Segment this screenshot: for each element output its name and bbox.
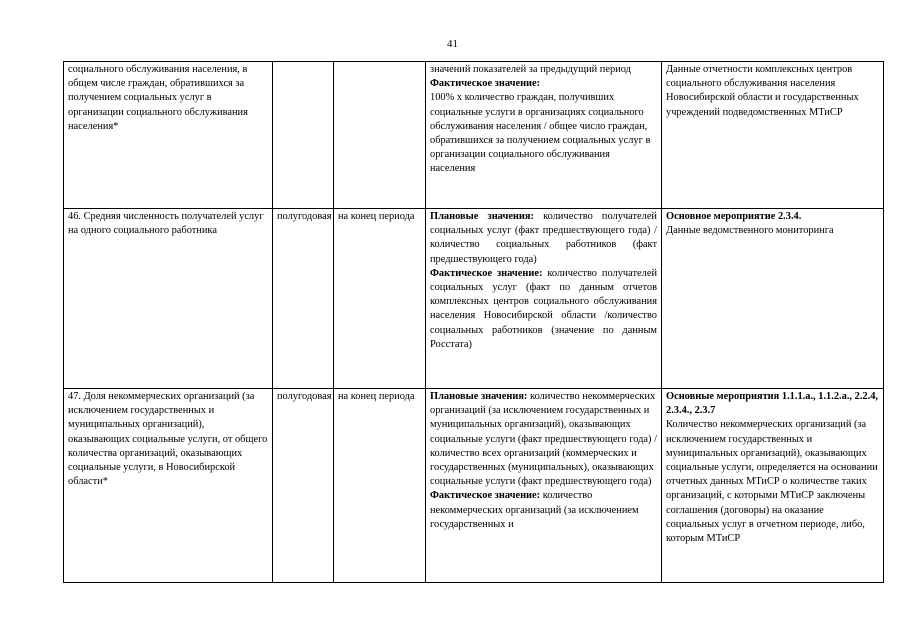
table-row <box>64 62 884 209</box>
source-cell <box>662 389 884 583</box>
plan-formula: количество получателей социальных услуг (факт предшествующего года) / количество социальных работников (факт предшествующего года) <box>430 211 657 265</box>
periodicity-cell <box>273 389 334 583</box>
source-text: Данные ведомственного мониторинга <box>666 225 834 237</box>
calculation-cell <box>426 209 662 389</box>
calculation-cell <box>426 62 662 209</box>
indicator-name: 47. Доля некоммерческих организаций (за исключением государственных и муниципальных организаций), оказывающих социальные услуги, от общего количества организаций, оказывающих социальные услуги, в Новосибирской области* <box>68 391 268 488</box>
plan-label: Плановые значения: <box>430 391 528 402</box>
periodicity-cell <box>273 62 334 209</box>
fact-label: Фактическое значение: <box>430 267 543 279</box>
periodicity: полугодовая <box>277 211 332 222</box>
fact-formula: количество получателей социальных услуг (факт по данным отчетов комплексных центров социального обслуживания населения Новосибирской области /количество социальных работников (значение по данным Росстата) <box>430 267 657 350</box>
source-cell <box>662 62 884 209</box>
table-row <box>64 209 884 389</box>
indicator-name: социального обслуживания населения, в общем числе граждан, обратившихся за получением социальных услуг в организации социального обслуживания населения* <box>68 64 248 132</box>
plan-formula: значений показателей за предыдущий период <box>430 64 631 75</box>
fact-label: Фактическое значение: <box>430 78 541 90</box>
calculation-cell <box>426 389 662 583</box>
timing-cell <box>334 389 426 583</box>
source-measure: Основное мероприятие 2.3.4. <box>666 211 802 222</box>
indicators-table <box>63 61 884 583</box>
source-text: Данные отчетности комплексных центров социального обслуживания населения Новосибирской области и государственных учреждений подведомственных МТиСР <box>666 64 859 118</box>
source-cell <box>662 209 884 389</box>
periodicity-cell <box>273 209 334 389</box>
timing-cell <box>334 209 426 389</box>
indicator-name: 46. Средняя численность получателей услуг на одного социального работника <box>68 211 264 237</box>
timing: на конец периода <box>338 391 415 402</box>
indicator-name-cell <box>64 62 273 209</box>
source-text: Количество некоммерческих организаций (за исключением государственных и муниципальных организаций), оказывающих социальные услуги, определяется на основании отчетных данных МТиСР о количестве таких организаций, с которыми МТиСР заключены соглашения (договоры) на оказание социальных услуг в отчетном периоде, либо, которым МТиСР <box>666 419 878 545</box>
fact-formula: количество некоммерческих организаций (за исключением государственных и <box>430 490 639 530</box>
table-row <box>64 389 884 583</box>
fact-label: Фактическое значение: <box>430 490 541 502</box>
fact-formula: 100% х количество граждан, получивших социальные услуги в организациях социального обслуживания населения / общее число граждан, обратившихся за получением социальных услуг в организации социального обслуживания населения <box>430 92 651 175</box>
indicator-name-cell <box>64 389 273 583</box>
source-measure: Основные мероприятия 1.1.1.а., 1.1.2.а., 2.2.4, 2.3.4., 2.3.7 <box>666 391 878 417</box>
page-number: 41 <box>447 38 458 50</box>
periodicity: полугодовая <box>277 391 332 402</box>
plan-formula: количество некоммерческих организаций (за исключением государственных и муниципальных организаций), оказывающих социальные услуги (факт предшествующего года) / количество всех организаций (коммерческих и государственных (муниципальных), оказывающих социальные услуги (факт предшествующего года) <box>430 391 657 488</box>
indicator-name-cell <box>64 209 273 389</box>
timing-cell <box>334 62 426 209</box>
plan-label: Плановые значения: <box>430 211 534 222</box>
timing: на конец периода <box>338 211 415 222</box>
